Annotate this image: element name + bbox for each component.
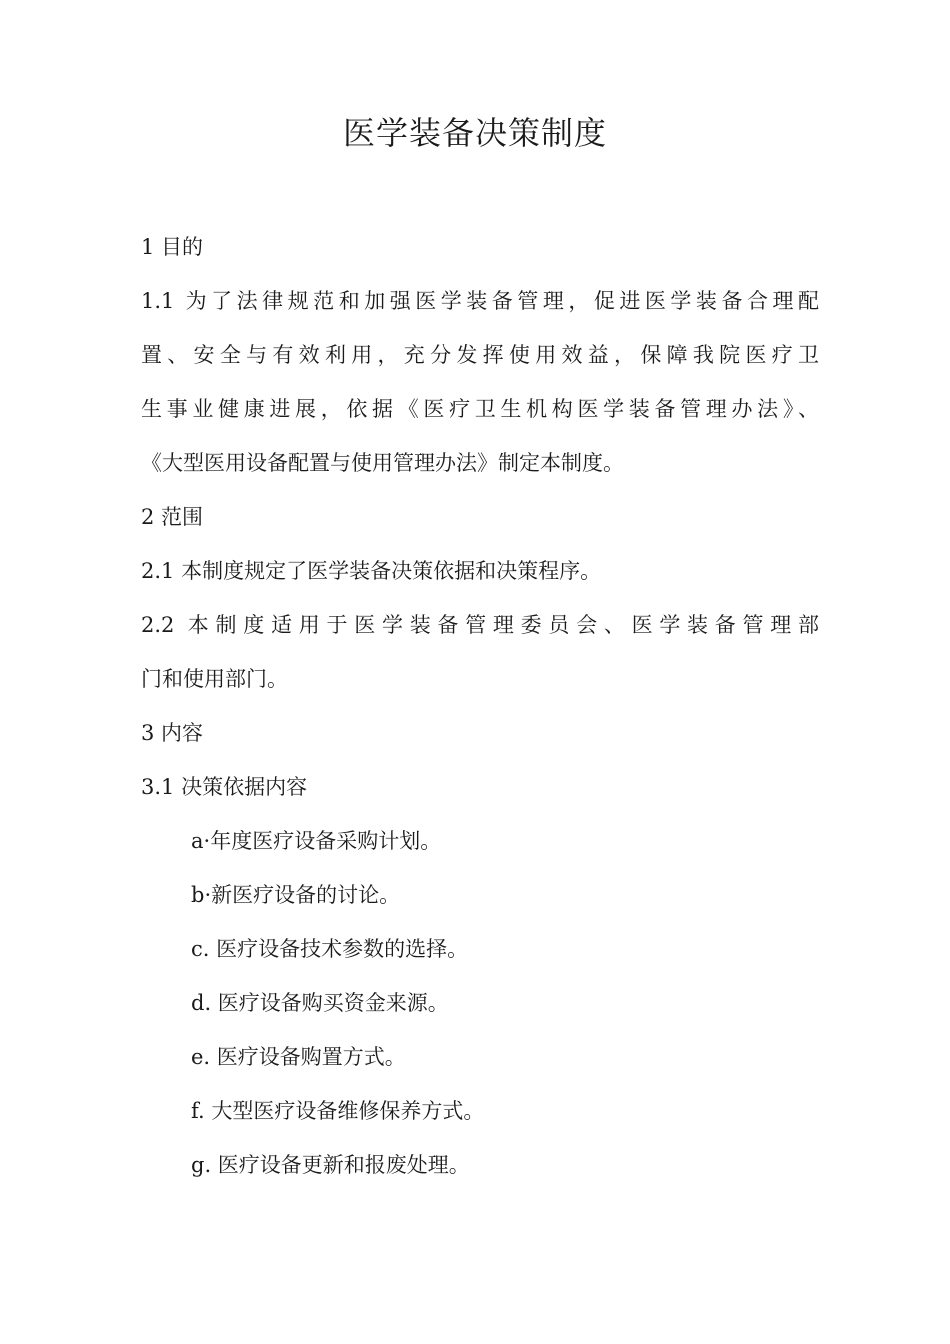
paragraph-line: 2.2 本制度适用于医学装备管理委员会、医学装备管理部 — [141, 613, 819, 637]
paragraph-line: 置、安全与有效利用，充分发挥使用效益，保障我院医疗卫 — [141, 343, 819, 367]
list-item: c. 医疗设备技术参数的选择。 — [191, 937, 469, 961]
document-title: 医学装备决策制度 — [342, 114, 607, 152]
paragraph-line: 2.1 本制度规定了医学装备决策依据和决策程序。 — [141, 559, 602, 583]
subsection-heading: 3.1 决策依据内容 — [141, 775, 308, 799]
document-body — [141, 220, 819, 1192]
list-item: b·新医疗设备的讨论。 — [191, 883, 401, 907]
list-item: d. 医疗设备购买资金来源。 — [191, 991, 449, 1015]
list-item: a·年度医疗设备采购计划。 — [191, 829, 442, 853]
paragraph-line: 《大型医用设备配置与使用管理办法》制定本制度。 — [141, 451, 624, 475]
list-item: f. 大型医疗设备维修保养方式。 — [191, 1099, 485, 1123]
section-heading-scope: 2 范围 — [141, 505, 204, 529]
list-item: e. 医疗设备购置方式。 — [191, 1045, 406, 1069]
section-heading-purpose: 1 目的 — [141, 235, 204, 259]
paragraph-line: 1.1 为了法律规范和加强医学装备管理，促进医学装备合理配 — [141, 289, 819, 313]
list-item: g. 医疗设备更新和报废处理。 — [191, 1153, 470, 1177]
paragraph-line: 生事业健康进展，依据《医疗卫生机构医学装备管理办法》、 — [141, 397, 819, 421]
section-heading-content: 3 内容 — [141, 721, 204, 745]
paragraph-line: 门和使用部门。 — [141, 667, 288, 691]
